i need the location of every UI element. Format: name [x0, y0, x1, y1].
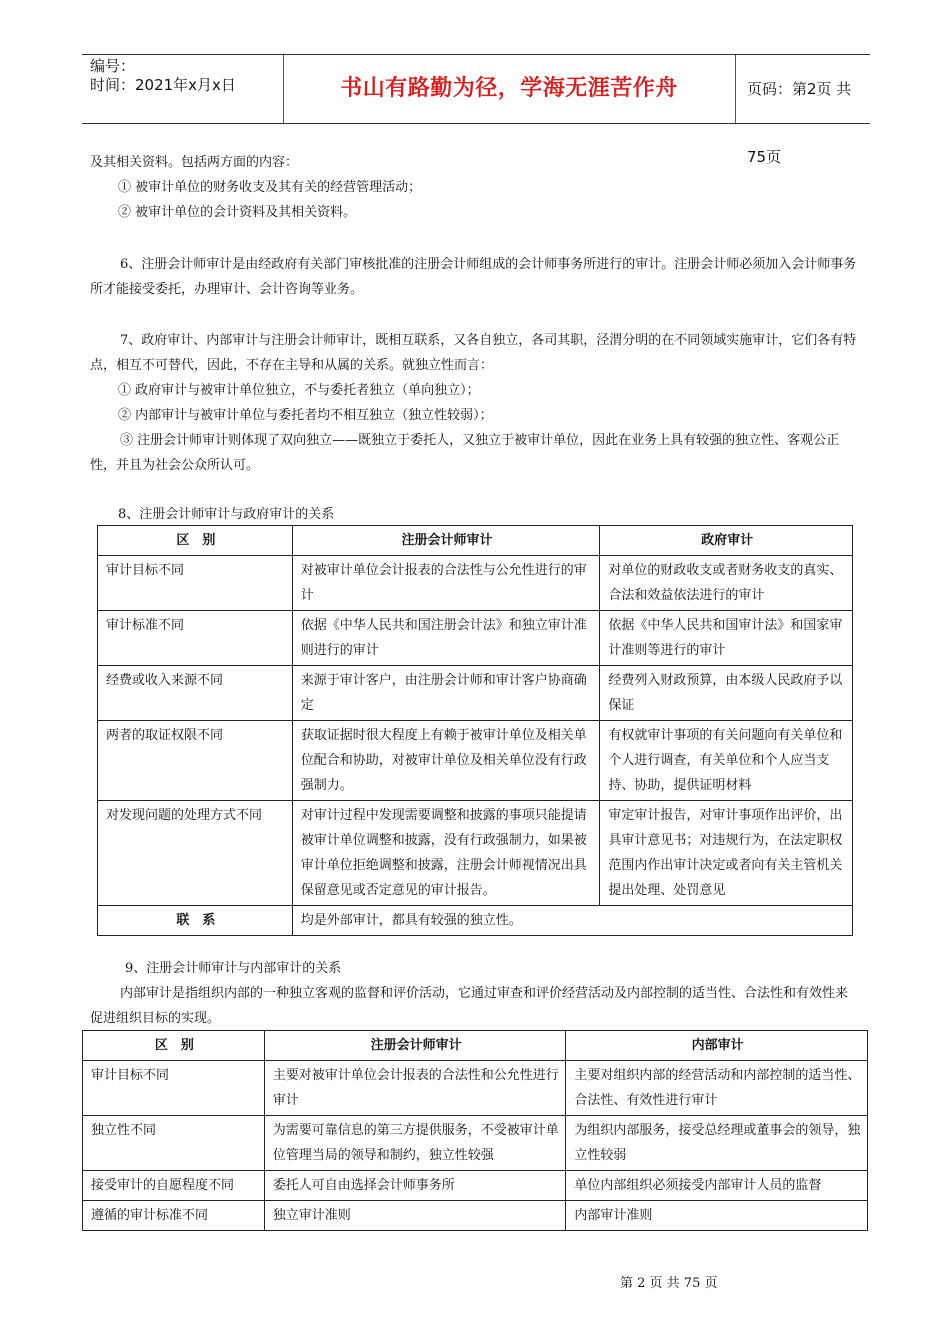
number-label: 编号： [90, 57, 136, 75]
table-row [83, 1116, 868, 1171]
table-cell: 经费或收入来源不同 [98, 666, 293, 721]
list-item: ② 内部审计与被审计单位与委托者均不相互独立（独立性较弱）； [118, 408, 493, 423]
paragraph-internal-audit: 内部审计是指组织内部的一种独立客观的监督和评价活动，它通过审查和评价经营活动及内部控制的适当性、合法性和有效性来促进组织目标的实现。 [90, 986, 849, 1026]
table-header-row [83, 1031, 868, 1061]
table-cell: 对被审计单位会计报表的合法性与公允性进行的审计 [292, 556, 600, 611]
table-cell: 单位内部组织必须接受内部审计人员的监督 [566, 1171, 868, 1201]
table-row [83, 1061, 868, 1116]
table-row [98, 801, 853, 906]
table-cell: 获取证据时很大程度上有赖于被审计单位及相关单位配合和协助，对被审计单位及相关单位没有行政强制力。 [292, 721, 600, 801]
table-cell: 对单位的财政收支或者财务收支的真实、合法和效益依法进行的审计 [600, 556, 853, 611]
column-header: 政府审计 [600, 526, 853, 556]
table-cell: 依据《中华人民共和国注册会计法》和独立审计准则进行的审计 [292, 611, 600, 666]
table-cell: 遵循的审计标准不同 [83, 1201, 265, 1231]
column-header: 内部审计 [566, 1031, 868, 1061]
table-cell: 对审计过程中发现需要调整和披露的事项只能提请被审计单位调整和披露，没有行政强制力，如果被审计单位拒绝调整和披露，注册会计师视情况出具保留意见或否定意见的审计报告。 [292, 801, 600, 906]
table-row [83, 1171, 868, 1201]
list-item: ① 政府审计与被审计单位独立，不与委托者独立（单向独立）； [118, 383, 480, 398]
section-9-title: 9、注册会计师审计与内部审计的关系 [125, 961, 342, 976]
time-label: 时间：2021年x月x日 [90, 76, 236, 94]
table-cell: 独立性不同 [83, 1116, 265, 1171]
table-row-link [98, 906, 853, 936]
column-header: 注册会计师审计 [264, 1031, 566, 1061]
table-cell: 审计标准不同 [98, 611, 293, 666]
table-cell: 委托人可自由选择会计师事务所 [264, 1171, 566, 1201]
table-cell: 接受审计的自愿程度不同 [83, 1171, 265, 1201]
list-item: ③ 注册会计师审计则体现了双向独立——既独立于委托人，又独立于被审计单位，因此在业务上具有较强的独立性、客观公正性，并且为社会公众所认可。 [90, 433, 840, 473]
header-motto: 书山有路勤为径，学海无涯苦作舟 [340, 76, 678, 101]
table-row [98, 611, 853, 666]
column-header: 区 别 [83, 1031, 265, 1061]
section-8-title: 8、注册会计师审计与政府审计的关系 [118, 507, 335, 522]
table-cell: 对发现问题的处理方式不同 [98, 801, 293, 906]
table-row [98, 721, 853, 801]
table-cpa-vs-government-audit [97, 525, 853, 936]
table-header-row [98, 526, 853, 556]
header-meta [90, 57, 236, 95]
header-page-info: 页码：第2页 共75页 [747, 80, 852, 166]
table-cell: 主要对组织内部的经营活动和内部控制的适当性、合法性、有效性进行审计 [566, 1061, 868, 1116]
table-cell: 来源于审计客户，由注册会计师和审计客户协商确定 [292, 666, 600, 721]
page-footer: 第 2 页 共 75 页 [620, 1276, 718, 1291]
table-row [98, 666, 853, 721]
table-row [83, 1201, 868, 1231]
header-divider-right [735, 55, 736, 123]
table-cell: 联 系 [98, 906, 293, 936]
table-cpa-vs-internal-audit [82, 1030, 868, 1231]
table-cell: 有权就审计事项的有关问题向有关单位和个人进行调查，有关单位和个人应当支持、协助，提供证明材料 [600, 721, 853, 801]
paragraph-intro: 及其相关资料。包括两方面的内容： [90, 155, 299, 170]
column-header: 区 别 [98, 526, 293, 556]
paragraph-6: 6、注册会计师审计是由经政府有关部门审核批准的注册会计师组成的会计师事务所进行的审计。注册会计师必须加入会计师事务所才能接受委托，办理审计、会计咨询等业务。 [90, 257, 857, 297]
table-cell: 为需要可靠信息的第三方提供服务，不受被审计单位管理当局的领导和制约，独立性较强 [264, 1116, 566, 1171]
table-cell: 审计目标不同 [83, 1061, 265, 1116]
table-cell: 审计目标不同 [98, 556, 293, 611]
table-cell: 审定审计报告，对审计事项作出评价，出具审计意见书；对违规行为，在法定职权范围内作出审计决定或者向有关主管机关提出处理、处罚意见 [600, 801, 853, 906]
table-cell: 依据《中华人民共和国审计法》和国家审计准则等进行的审计 [600, 611, 853, 666]
list-item: ① 被审计单位的财务收支及其有关的经营管理活动； [118, 180, 422, 195]
table-cell: 主要对被审计单位会计报表的合法性和公允性进行审计 [264, 1061, 566, 1116]
table-row [98, 556, 853, 611]
table-cell: 均是外部审计，都具有较强的独立性。 [292, 906, 852, 936]
list-item: ② 被审计单位的会计资料及其相关资料。 [118, 205, 357, 220]
table-cell: 两者的取证权限不同 [98, 721, 293, 801]
table-cell: 经费列入财政预算，由本级人民政府予以保证 [600, 666, 853, 721]
paragraph-7: 7、政府审计、内部审计与注册会计师审计，既相互联系，又各自独立，各司其职，泾渭分明的在不同领域实施审计，它们各有特点，相互不可替代，因此，不存在主导和从属的关系。就独立性而言： [90, 333, 857, 373]
column-header: 注册会计师审计 [292, 526, 600, 556]
table-cell: 独立审计准则 [264, 1201, 566, 1231]
table-cell: 为组织内部服务，接受总经理或董事会的领导，独立性较弱 [566, 1116, 868, 1171]
table-cell: 内部审计准则 [566, 1201, 868, 1231]
